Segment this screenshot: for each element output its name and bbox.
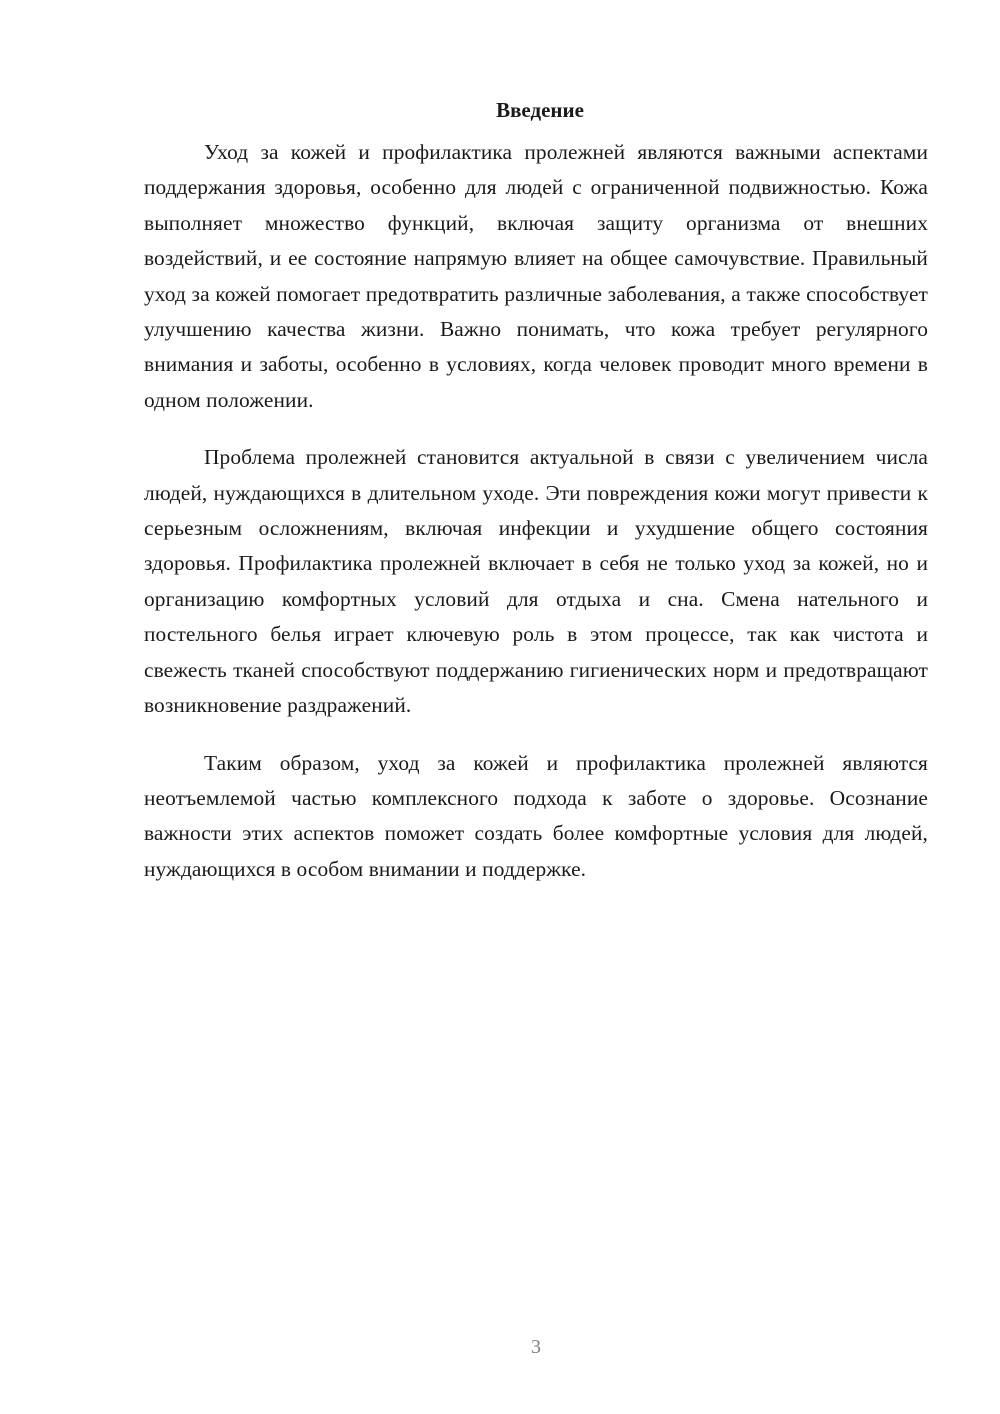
section-title: Введение bbox=[496, 98, 584, 122]
page-content bbox=[144, 92, 928, 909]
paragraph-2: Проблема пролежней становится актуальной в связи с увеличением числа людей, нуждающихся в длительном уходе. Эти повреждения кожи могут привести к серьезным осложнениям, включая инфекции и ухудшение общего состояния здоровья. Профилактика пролежней включает в себя не только уход за кожей, но и организацию комфортных условий для отдыха и сна. Смена нательного и постельного белья играет ключевую роль в этом процессе, так как чистота и свежесть тканей способствуют поддержанию гигиенических норм и предотвращают возникновение раздражений. bbox=[144, 445, 928, 718]
page-number: 3 bbox=[531, 1336, 541, 1358]
paragraph-3: Таким образом, уход за кожей и профилактика пролежней являются неотъемлемой частью комплексного подхода к заботе о здоровье. Осознание важности этих аспектов поможет создать более комфортные условия для людей, нуждающихся в особом внимании и поддержке. bbox=[144, 750, 928, 881]
paragraph-1: Уход за кожей и профилактика пролежней являются важными аспектами поддержания здоровья, особенно для людей с ограниченной подвижностью. Кожа выполняет множество функций, включая защиту организма от внешних воздействий, и ее состояние напрямую влияет на общее самочувствие. Правильный уход за кожей помогает предотвратить различные заболевания, а также способствует улучшению качества жизни. Важно понимать, что кожа требует регулярного внимания и заботы, особенно в условиях, когда человек проводит много времени в одном положении. bbox=[144, 140, 928, 412]
